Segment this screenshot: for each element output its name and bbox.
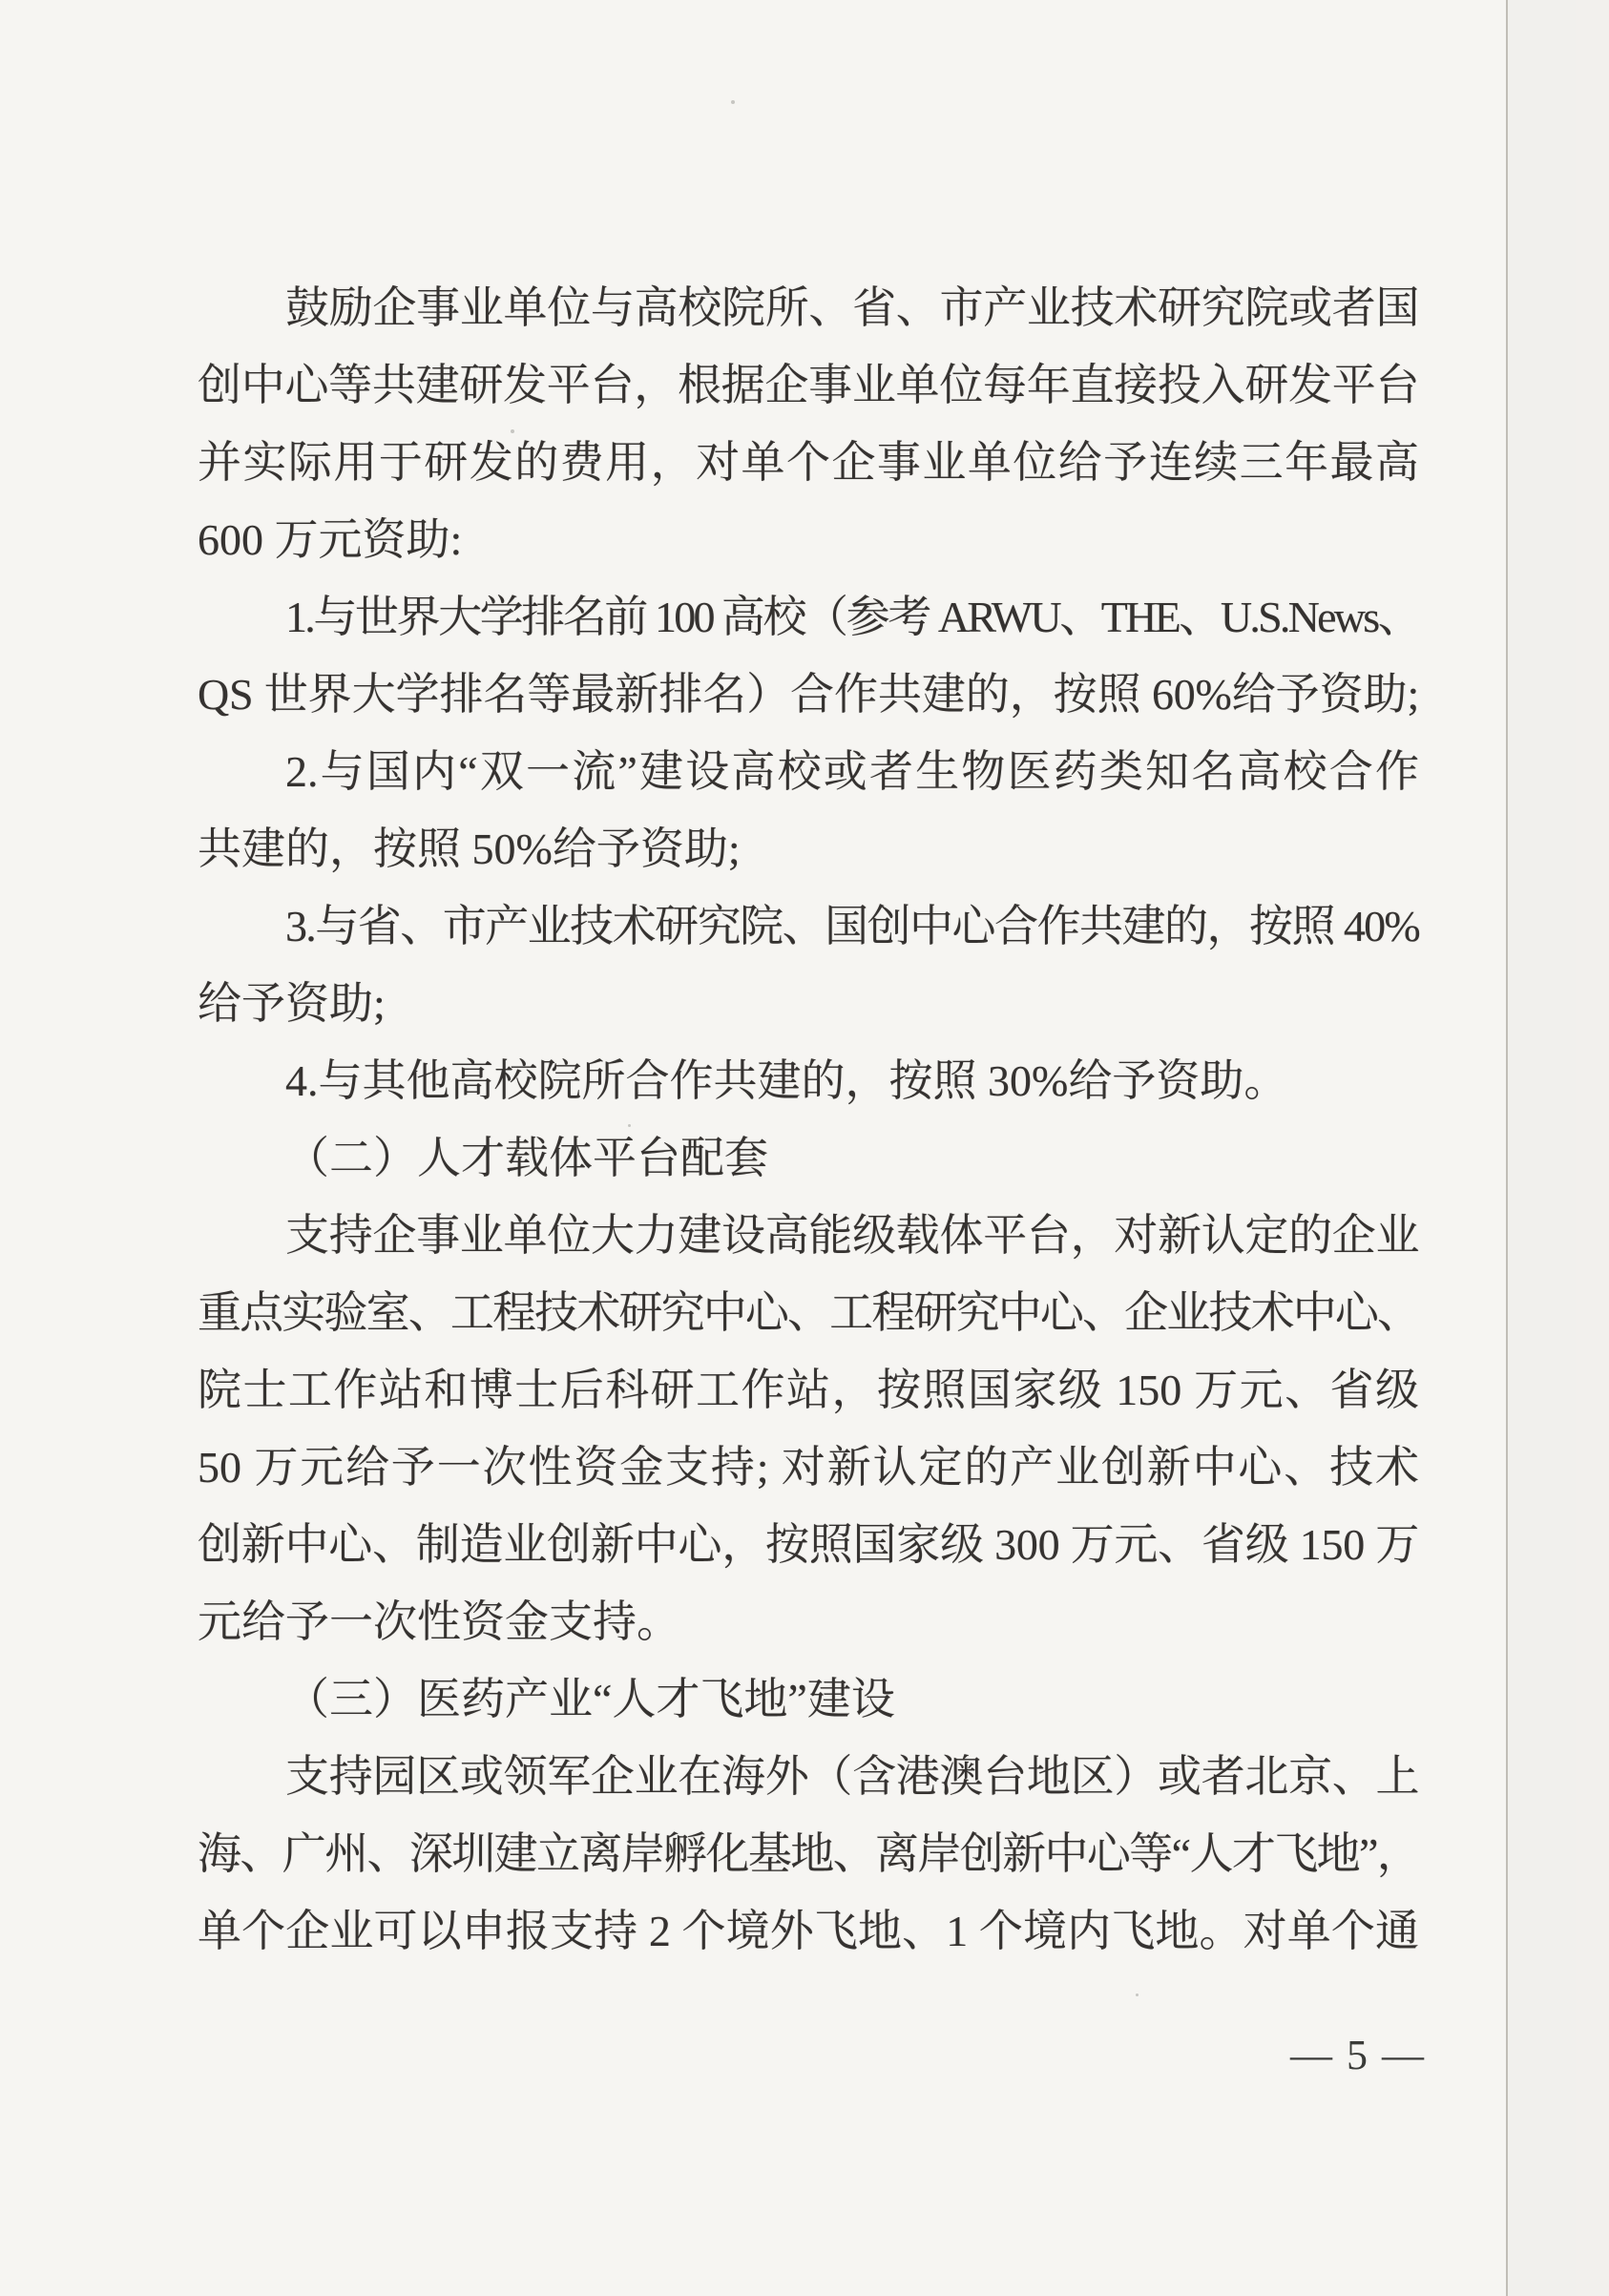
text-line: （三）医药产业“人才飞地”建设 bbox=[285, 1675, 895, 1723]
text-line: 并实际用于研发的费用，对单个企事业单位给予连续三年最高 bbox=[198, 438, 1419, 487]
page-number: — 5 — bbox=[1290, 2032, 1426, 2078]
text-line: 海、广州、深圳建立离岸孵化基地、离岸创新中心等“人才飞地”， bbox=[198, 1829, 1419, 1878]
scan-speck bbox=[628, 1124, 631, 1127]
text-line: QS 世界大学排名等最新排名）合作共建的，按照 60%给予资助; bbox=[198, 670, 1419, 719]
scan-edge-line bbox=[1506, 0, 1508, 2296]
text-line: 3.与省、市产业技术研究院、国创中心合作共建的，按照 40% bbox=[285, 902, 1419, 950]
text-line: 600 万元资助: bbox=[198, 515, 463, 564]
text-line: （二）人才载体平台配套 bbox=[285, 1134, 768, 1182]
text-line: 支持企事业单位大力建设高能级载体平台，对新认定的企业 bbox=[285, 1211, 1419, 1260]
text-line: 支持园区或领军企业在海外（含港澳台地区）或者北京、上 bbox=[285, 1752, 1419, 1801]
text-line: 给予资助; bbox=[198, 979, 386, 1028]
text-line: 元给予一次性资金支持。 bbox=[198, 1597, 680, 1646]
text-line: 创新中心、制造业创新中心，按照国家级 300 万元、省级 150 万 bbox=[198, 1520, 1419, 1569]
scan-speck bbox=[1136, 1993, 1139, 1996]
text-line: 2.与国内“双一流”建设高校或者生物医药类知名高校合作 bbox=[285, 747, 1419, 796]
text-line: 重点实验室、工程技术研究中心、工程研究中心、企业技术中心、 bbox=[198, 1288, 1419, 1337]
scan-speck bbox=[511, 429, 514, 433]
text-line: 鼓励企事业单位与高校院所、省、市产业技术研究院或者国 bbox=[285, 283, 1419, 332]
text-line: 院士工作站和博士后科研工作站，按照国家级 150 万元、省级 bbox=[198, 1366, 1419, 1414]
text-line: 1.与世界大学排名前 100 高校（参考 ARWU、THE、U.S.News、 bbox=[285, 593, 1419, 641]
scan-edge-band bbox=[1508, 0, 1609, 2296]
text-line: 共建的，按照 50%给予资助; bbox=[198, 824, 741, 873]
document-body bbox=[198, 269, 1419, 1970]
text-line: 单个企业可以申报支持 2 个境外飞地、1 个境内飞地。对单个通 bbox=[198, 1907, 1419, 1955]
text-line: 4.与其他高校院所合作共建的，按照 30%给予资助。 bbox=[285, 1056, 1288, 1105]
text-line: 创中心等共建研发平台，根据企事业单位每年直接投入研发平台 bbox=[198, 361, 1419, 409]
scan-speck bbox=[731, 100, 735, 104]
text-line: 50 万元给予一次性资金支持; 对新认定的产业创新中心、技术 bbox=[198, 1443, 1419, 1492]
